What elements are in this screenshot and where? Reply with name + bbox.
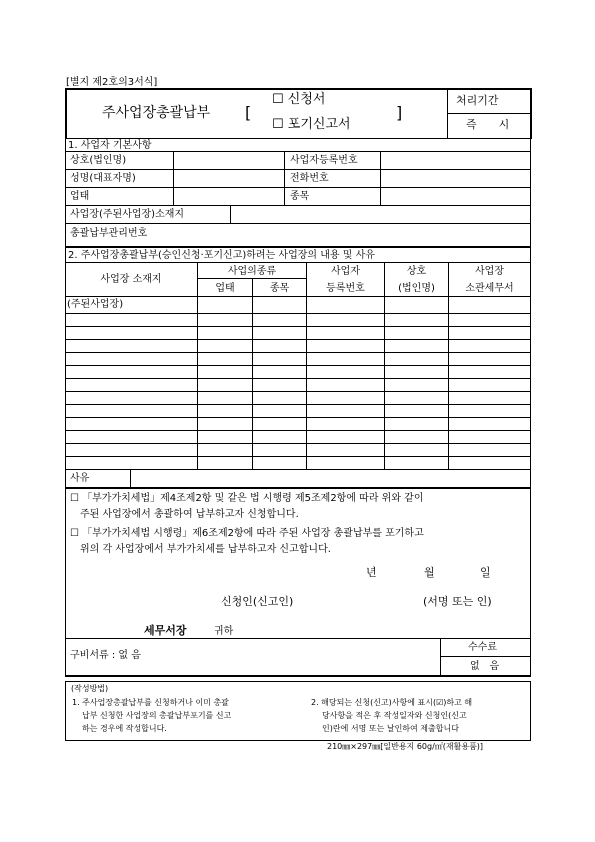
date-month: 월 [424, 566, 435, 579]
label-mgmt-no: 총괄납부관리번호 [70, 228, 148, 239]
input-mgmt-no[interactable] [174, 224, 529, 245]
note2-line1: 2. 해당되는 신청(신고)사항에 표시(☑)하고 해 [311, 698, 473, 707]
label-reason: 사유 [70, 473, 90, 484]
section1-title: 1. 사업자 기본사항 [68, 140, 152, 151]
bracket-close: ] [396, 103, 403, 122]
input-representative[interactable] [174, 170, 283, 186]
signature-label: (서명 또는 인) [423, 595, 492, 608]
note2-line2: 당사항을 적은 후 작성일자와 신청인(신고 [322, 711, 467, 720]
input-reg-no[interactable] [381, 152, 529, 168]
form-title: 주사업장총괄납부 [102, 105, 211, 121]
col-business-type: 업태 [215, 283, 235, 294]
input-item[interactable] [381, 188, 529, 204]
label-representative: 성명(대표자명) [70, 173, 136, 184]
form-code: [별지 제2호의3서식] [66, 77, 158, 88]
label-phone: 전화번호 [290, 173, 329, 184]
label-business-type: 업태 [70, 191, 90, 202]
honorific-label: 귀하 [214, 626, 234, 637]
input-phone[interactable] [381, 170, 529, 186]
declaration-abandon-line2: 위의 각 사업장에서 부가가치세를 납부하고자 신고합니다. [80, 544, 331, 555]
applicant-label: 신청인(신고인) [221, 595, 294, 608]
option-apply[interactable]: ☐ 신청서 [272, 92, 326, 107]
declaration-apply-line1[interactable]: ☐ 「부가가치세법」제4조제2항 및 같은 법 시행령 제5조제2항에 따라 위와 같이 [70, 493, 424, 504]
col-business-kind: 사업의종류 [227, 266, 277, 277]
col-tax-line1: 사업장 [475, 266, 504, 277]
section2-title: 2. 주사업장총괄납부(승인신청·포기신고)하려는 사업장의 내용 및 사유 [68, 250, 375, 261]
note1-line2: 납부 신청한 사업장의 총괄납부포기를 신고 [82, 711, 232, 720]
input-reason[interactable] [131, 470, 529, 486]
row-main-site: (주된사업장) [67, 299, 124, 310]
declaration-apply-line2: 주된 사업장에서 총괄하여 납부하고자 신청합니다. [80, 509, 299, 520]
col-reg-line1: 사업자 [331, 266, 360, 277]
label-reg-no: 사업자등록번호 [290, 155, 358, 166]
col-name-line2: (법인명) [398, 283, 435, 294]
bracket-open: [ [245, 103, 252, 122]
footer-paper-spec: 210㎜×297㎜[일반용지 60g/㎡(재활용품)] [327, 742, 484, 751]
fee-label: 수수료 [468, 642, 497, 653]
label-item: 종목 [290, 191, 310, 202]
note1-line3: 하는 경우에 작성합니다. [82, 724, 167, 733]
input-business-type[interactable] [174, 188, 283, 204]
label-address: 사업장(주된사업장)소재지 [70, 209, 185, 220]
declaration-abandon-line1[interactable]: ☐ 「부가가치세법 시행령」제6조제2항에 따라 주된 사업장 총괄납부를 포기하고 [70, 528, 424, 539]
recipient-label: 세무서장 [144, 624, 187, 637]
date-year: 년 [366, 566, 377, 579]
note1-line1: 1. 주사업장총괄납부를 신청하거나 이미 총괄 [72, 698, 229, 707]
processing-label: 처리기간 [456, 94, 499, 107]
required-docs: 구비서류 : 없 음 [70, 650, 141, 661]
option-abandon[interactable]: ☐ 포기신고서 [272, 117, 351, 132]
date-day: 일 [480, 566, 491, 579]
col-location: 사업장 소재지 [100, 274, 162, 285]
processing-value: 즉 시 [466, 118, 510, 131]
col-reg-line2: 등록번호 [326, 283, 365, 294]
col-item: 종목 [269, 283, 290, 294]
label-company-name: 상호(법인명) [70, 155, 127, 166]
fee-value: 없 음 [470, 661, 500, 672]
col-tax-line2: 소관세무서 [465, 283, 514, 294]
note2-line3: 인)란에 서명 또는 날인하여 제출합니다 [322, 724, 459, 733]
input-company-name[interactable] [174, 152, 283, 168]
col-name-line1: 상호 [406, 266, 427, 277]
notes-title: (작성방법) [71, 684, 109, 693]
input-address[interactable] [231, 206, 529, 222]
